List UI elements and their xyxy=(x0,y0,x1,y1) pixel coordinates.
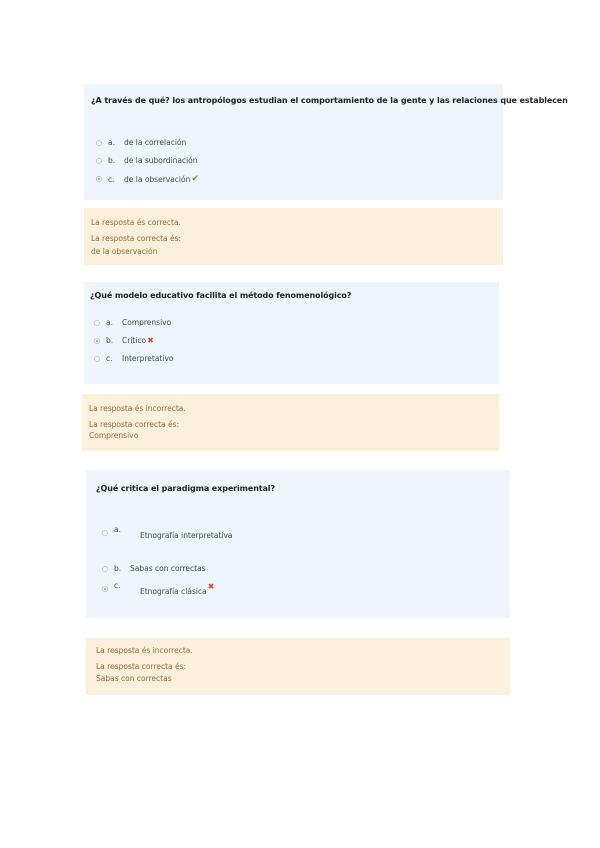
feedback-card-2 xyxy=(82,394,499,451)
radio-button[interactable] xyxy=(94,356,100,362)
option-b[interactable] xyxy=(94,336,154,345)
option-letter: c. xyxy=(114,581,121,590)
option-a[interactable] xyxy=(94,318,171,327)
option-c[interactable] xyxy=(94,354,174,363)
question-card-3 xyxy=(86,470,510,618)
question-card-2 xyxy=(84,282,499,384)
feedback-correct-label: La resposta correcta és: xyxy=(89,420,180,429)
question-text: ¿Qué modelo educativo facilita el método fenomenológico? xyxy=(90,291,352,300)
option-label: Sabas con correctas xyxy=(130,564,206,573)
option-letter: a. xyxy=(106,318,113,327)
option-b[interactable] xyxy=(102,564,206,573)
radio-button[interactable] xyxy=(102,566,108,572)
option-letter: a. xyxy=(108,138,115,147)
option-label: de la subordinación xyxy=(124,156,198,165)
option-label: de la correlación xyxy=(124,138,187,147)
radio-button-selected[interactable] xyxy=(94,338,100,344)
radio-button[interactable] xyxy=(94,320,100,326)
cross-icon: ✖ xyxy=(147,336,154,345)
option-c[interactable] xyxy=(102,581,215,596)
option-label: de la observación xyxy=(124,174,191,184)
radio-button[interactable] xyxy=(102,530,108,536)
feedback-correct-label: La resposta correcta és: xyxy=(96,662,187,671)
option-letter: c. xyxy=(106,354,113,363)
option-label: Crítico xyxy=(122,336,147,345)
option-label: Comprensivo xyxy=(122,318,172,327)
option-letter: c. xyxy=(108,174,115,184)
option-letter: b. xyxy=(106,336,114,345)
feedback-correct-answer: Sabas con correctas xyxy=(96,674,172,683)
feedback-card-1 xyxy=(84,208,503,265)
question-card-1 xyxy=(84,84,568,200)
option-c[interactable] xyxy=(96,174,199,184)
option-a[interactable] xyxy=(96,138,186,147)
question-text: ¿Qué critica el paradigma experimental? xyxy=(96,484,275,493)
option-label: Etnografía interpretativa xyxy=(140,531,233,540)
option-letter: b. xyxy=(114,564,122,573)
feedback-status: La resposta és incorrecta. xyxy=(89,404,186,413)
feedback-correct-answer: Comprensivo xyxy=(89,431,139,440)
feedback-status: La resposta és incorrecta. xyxy=(96,646,193,655)
option-b[interactable] xyxy=(96,156,198,165)
option-label: Etnografía clásica xyxy=(140,587,207,596)
option-letter: b. xyxy=(108,156,116,165)
feedback-status: La resposta és correcta. xyxy=(91,218,181,227)
question-text: ¿A través de qué? los antropólogos estudian el comportamiento de la gente y las relaciones que establecen xyxy=(91,96,568,105)
option-a[interactable] xyxy=(102,525,233,540)
radio-button-selected[interactable] xyxy=(102,586,108,592)
option-label: Interpretativo xyxy=(122,354,174,363)
radio-button[interactable] xyxy=(96,140,102,146)
feedback-correct-answer: de la observación xyxy=(91,247,158,256)
cross-icon: ✖ xyxy=(207,582,215,591)
check-icon: ✔ xyxy=(191,174,199,184)
option-letter: a. xyxy=(114,525,121,534)
feedback-card-3 xyxy=(86,638,510,695)
radio-button[interactable] xyxy=(96,158,102,164)
radio-button-selected[interactable] xyxy=(96,176,102,182)
feedback-correct-label: La resposta correcta és: xyxy=(91,234,182,243)
